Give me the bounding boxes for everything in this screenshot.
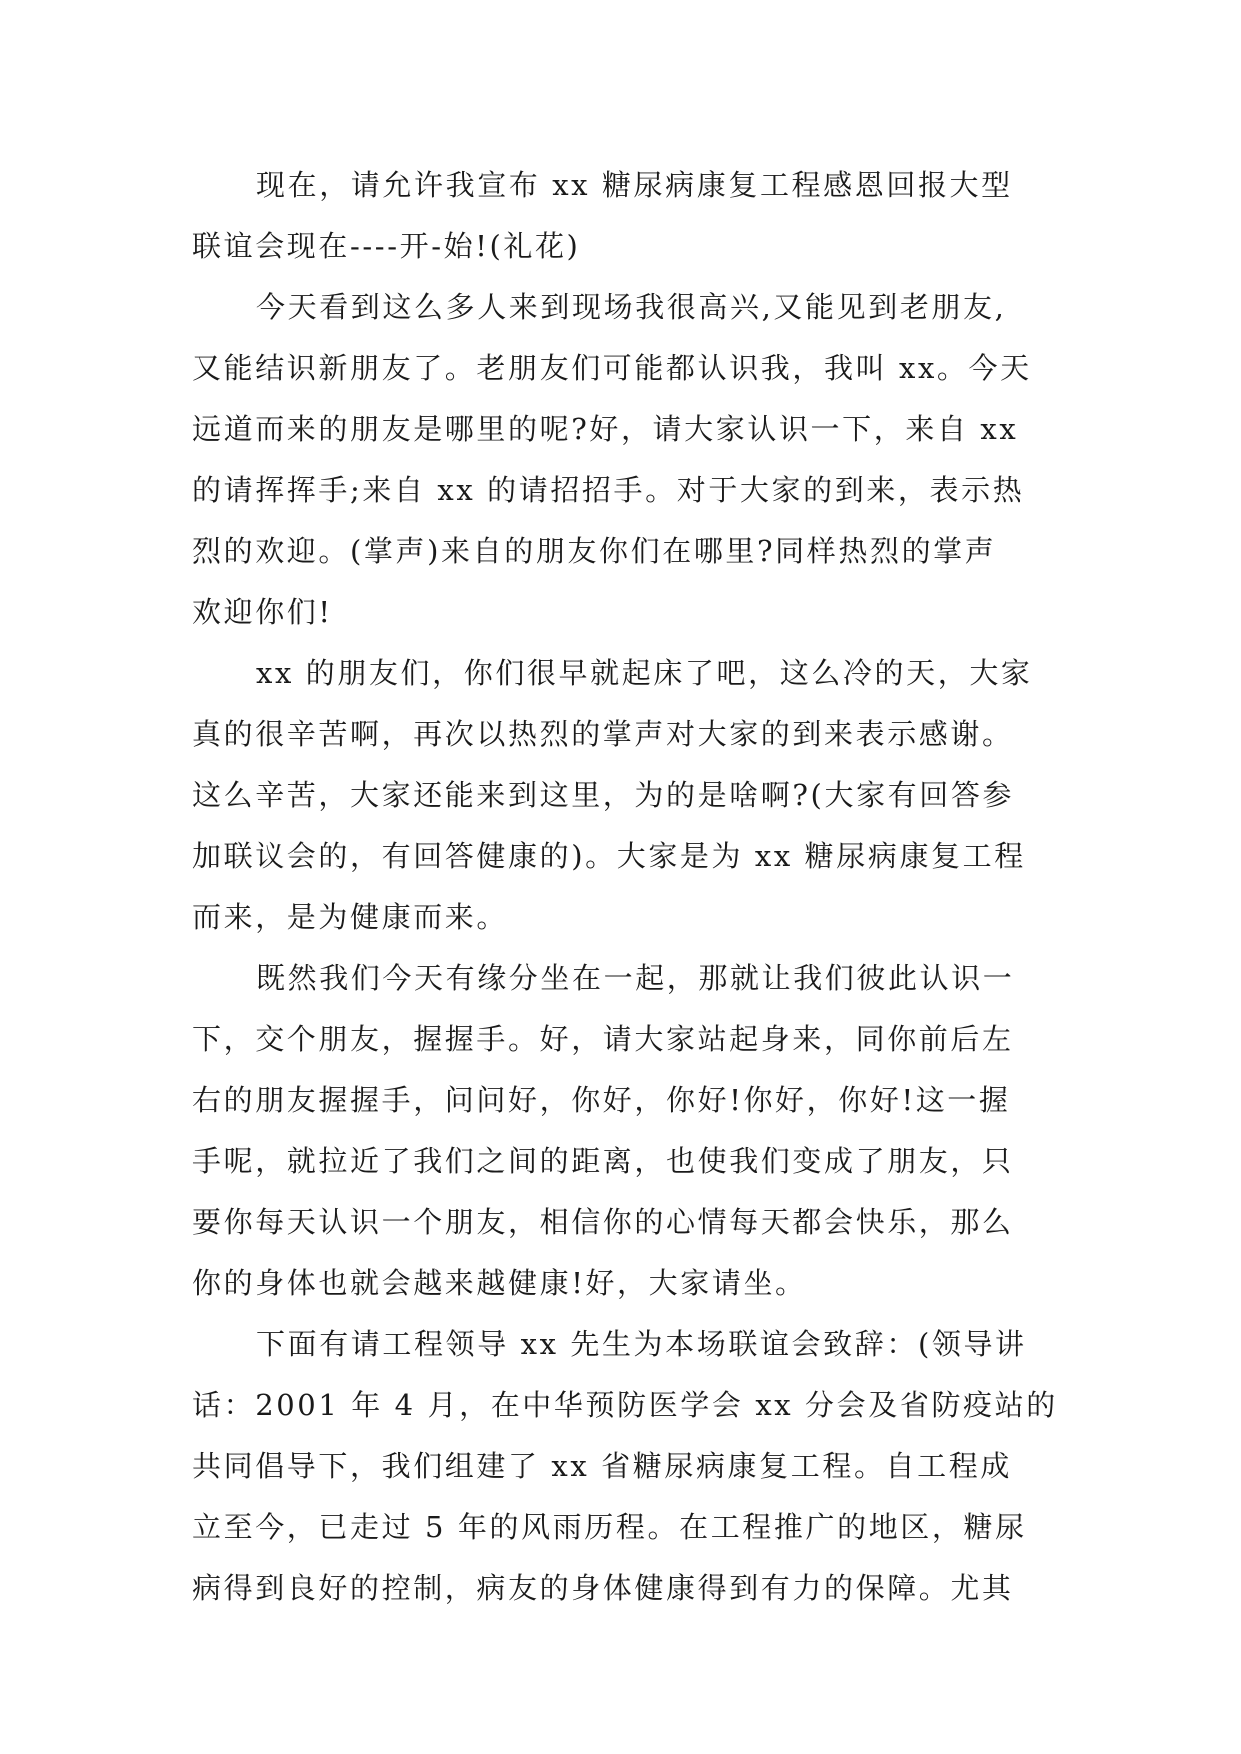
text-line: 立至今，已走过 5 年的风雨历程。在工程推广的地区，糖尿: [192, 1510, 1027, 1544]
text-line: 要你每天认识一个朋友，相信你的心情每天都会快乐，那么: [192, 1205, 1014, 1239]
text-line: 而来，是为健康而来。: [192, 900, 509, 934]
text-line: 既然我们今天有缘分坐在一起，那就让我们彼此认识一: [256, 961, 1015, 995]
text-line: 烈的欢迎。(掌声)来自的朋友你们在哪里?同样热烈的掌声: [192, 534, 997, 568]
text-line: 下，交个朋友，握握手。好，请大家站起身来，同你前后左: [192, 1022, 1014, 1056]
text-line: 远道而来的朋友是哪里的呢?好，请大家认识一下，来自 xx: [192, 412, 1019, 446]
text-line: 右的朋友握握手，问问好，你好，你好!你好，你好!这一握: [192, 1083, 1011, 1117]
text-line: 加联议会的，有回答健康的)。大家是为 xx 糖尿病康复工程: [192, 839, 1026, 873]
text-line: 话：2001 年 4 月，在中华预防医学会 xx 分会及省防疫站的: [192, 1388, 1058, 1422]
text-line: 手呢，就拉近了我们之间的距离，也使我们变成了朋友，只: [192, 1144, 1014, 1178]
text-line: 的请挥挥手;来自 xx 的请招招手。对于大家的到来，表示热: [192, 473, 1025, 507]
paragraph-leader-speech: [192, 1314, 1092, 1619]
paragraph-welcome: [192, 277, 1092, 643]
text-line: 这么辛苦，大家还能来到这里，为的是啥啊?(大家有回答参: [192, 778, 1015, 812]
text-line: 又能结识新朋友了。老朋友们可能都认识我，我叫 xx。今天: [192, 351, 1032, 385]
text-line: xx 的朋友们，你们很早就起床了吧，这么冷的天，大家: [256, 656, 1033, 690]
body-text: [192, 155, 1092, 1619]
text-line: 今天看到这么多人来到现场我很高兴,又能见到老朋友,: [256, 290, 1007, 324]
text-line: 下面有请工程领导 xx 先生为本场联谊会致辞：(领导讲: [256, 1327, 1027, 1361]
paragraph-announcement: [192, 155, 1092, 277]
text-line: 病得到良好的控制，病友的身体健康得到有力的保障。尤其: [192, 1571, 1014, 1605]
text-line: 现在，请允许我宣布 xx 糖尿病康复工程感恩回报大型: [256, 168, 1013, 202]
text-line: 联谊会现在----开-始!(礼花): [192, 229, 581, 263]
paragraph-handshake: [192, 948, 1092, 1314]
text-line: 共同倡导下，我们组建了 xx 省糖尿病康复工程。自工程成: [192, 1449, 1012, 1483]
text-line: 你的身体也就会越来越健康!好，大家请坐。: [192, 1266, 807, 1300]
text-line: 真的很辛苦啊，再次以热烈的掌声对大家的到来表示感谢。: [192, 717, 1014, 751]
text-line: 欢迎你们!: [192, 595, 333, 629]
paragraph-thanks: [192, 643, 1092, 948]
